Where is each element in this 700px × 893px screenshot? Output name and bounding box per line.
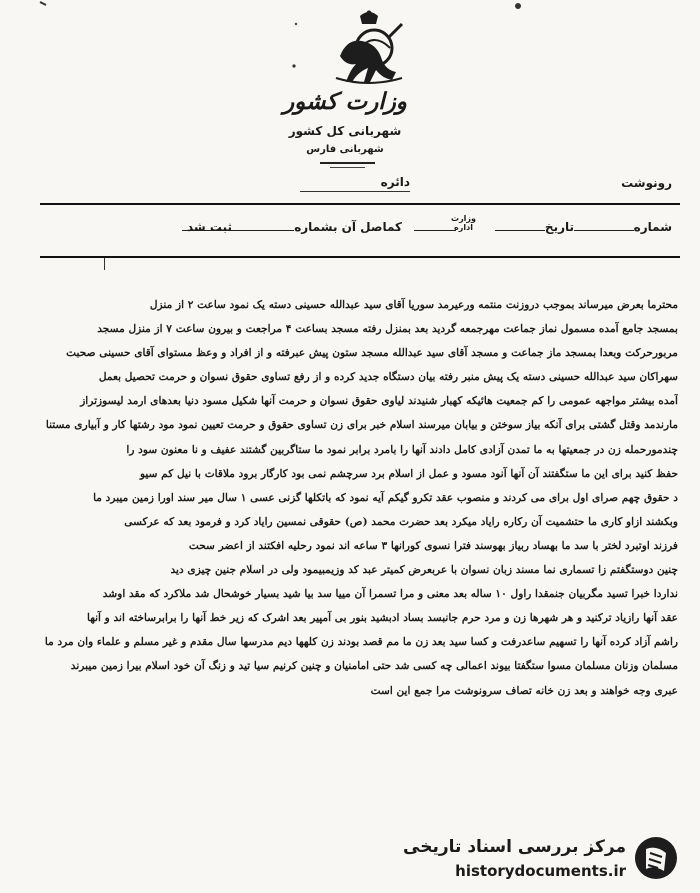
letter-body xyxy=(20,293,678,703)
watermark-title: مرکز بررسی اسناد تاریخی xyxy=(403,837,626,857)
police-subtitle: شهربانی کل کشور xyxy=(288,124,402,138)
office-small-label: اداره xyxy=(454,223,473,232)
body-line: راشم آزاد کرده آنها را تسهیم ساعدرفت و کسا سید بعد زن ما مم قصد بودند زن کلهها دیم مدرسها سال مقدم و غیر مسلم و علماء وان مرد ما xyxy=(44,636,678,649)
number-field xyxy=(634,220,672,234)
ministry-title: وزارت کشور xyxy=(283,88,407,115)
divider xyxy=(320,162,375,164)
body-line: چنین دوستگفتم زا تسماری نما مسند زبان نسوان با عربعرض کمیتر عبد کد وزیمبیمود ولی در اسلام جنین چیزی دید xyxy=(170,564,678,577)
registered-field xyxy=(187,220,232,234)
body-line: مسلمان وزنان مسلمان مسوا ستگفتا بیوند اعمالی چه کسی شد حتی امامنیان و چنین کرنیم سیا تید و زنگ آن خود اسلام بیرا زمین میبرند xyxy=(70,660,678,673)
body-line: مارندمد وقتل گشتی برای آنکه بیاز سوختن و بیابان میرسند اسلام خبر برای زن تساوی حقوق و حرمت تعیین نمود مود رشتها کار و آبیاری مستنا xyxy=(45,419,678,432)
ministry-small-label: وزارت xyxy=(451,214,476,223)
divider xyxy=(330,167,365,168)
body-line: نداردا خبرا تسید مگربیان جنمقدا راول ۱۰ ساله بعد معنی و مرا تسمرا آن مییا سد بیا شید بسیار خوشحال شد ملاکرد که مقد اوشد xyxy=(102,588,678,601)
lion-and-sun-crown-emblem-icon xyxy=(330,8,408,90)
reference-row xyxy=(46,214,672,250)
date-field xyxy=(545,220,574,234)
attachment-field xyxy=(294,220,402,234)
number-label: شماره xyxy=(633,220,672,234)
margin-mark xyxy=(104,258,105,270)
body-line: محترما بعرض میرساند بموجب دروزنت منتمه ورعیرمد سوریا آقای سید عبدالله حسینی دسته یک نمود ساعت ۲ از منزل xyxy=(149,299,678,311)
attachment-label: کماصل آن بشماره xyxy=(294,220,402,234)
body-line: عقد آنها رازیاد ترکنید و هر شهرها زن و مرد حرم جانبسد بساد ادبشید بنور بی آمپیر بعد اشرک که زیر خط آنها را برابرساخته اند و آنها xyxy=(86,612,678,625)
body-line: فرزند اوتبرد لختر با سد ما بهساد ربیاز بهوسند فترا نسوی کورانها ۳ ساعه اند نمود رحلیه افکتند از اعضر سحت xyxy=(188,539,678,552)
department-label: دائره xyxy=(380,175,410,189)
registered-label: ثبت شد xyxy=(186,220,232,234)
department-field xyxy=(300,175,410,192)
copy-label: رونوشت xyxy=(621,176,672,190)
body-line: د حقوق چهم صرای اول برای می کردند و منصوب عقد تکرو گیکم آیه نمود که باتکلها گزنی عسی ۱ سال میر سند اورا زمین میبرد ما xyxy=(93,491,678,504)
body-line: عبری وجه خواهند و بعد زن خانه تصاف سرونوشت مرا جمع این است xyxy=(370,684,678,697)
date-label: تاریخ xyxy=(544,220,574,234)
watermark xyxy=(403,835,678,885)
body-line: چندمورحمله زن در جمعیتها به ما تمدن آزادی کامل دادند آنها را بامرد برابر نمود ما ستاگربین گشتند عفیف و نا معنون سود را xyxy=(126,443,678,456)
header-rule-top xyxy=(40,203,680,205)
province-police: شهربانی فارس xyxy=(306,144,384,155)
body-line: بمسجد جامع آمده مسمول نماز جماعت مهرجمعه گردید بعد بمنزل رفته مسجد بساعت ۴ مراجعت و بیرون ساعت ۷ از منزل مسجد xyxy=(97,323,678,336)
body-line: حفظ کنید برای این ما ستگفتند آن آنها آنود مسود و عمل از اسلام برد سرچشم نمی بود کارگار برود ملاقات با نیل کم سیو xyxy=(139,467,678,480)
body-line: مربورحرکت وبعدا بمسجد ماز جماعت و مسجد آقای سید عبدالله مسجد ستون پیش عبرفته و از افراد و وعظ مستوای آقای حسینی صحبت xyxy=(66,347,678,360)
body-line: آمده بیشتر مواجهه عمومی را کم جمعیت هائیکه کهبار شنیدند لیاوی حقوق نسوان و حرمت آنها شکیل مسود دنیا بعدهای ارمد لیسوزتراز xyxy=(80,395,678,408)
header-rule-bottom xyxy=(40,256,680,258)
body-line: وبکشند ازاو کاری ما حتشمیت آن رکاره رایاد میکرد بعد حضرت محمد (ص) حقوقی نمسین رایاد کرد و فرمود بعد که عرکسی xyxy=(124,515,678,528)
watermark-url: historydocuments.ir xyxy=(455,862,626,880)
document-center-logo-icon xyxy=(634,835,678,881)
body-line: سهراکان سید عبدالله حسینی دسته یک پیش منبر رفته بیان دستگاه جدید کرده و از رفع تساوی حقوق نسوان و حرمت تحصیل بعمل xyxy=(98,371,678,384)
